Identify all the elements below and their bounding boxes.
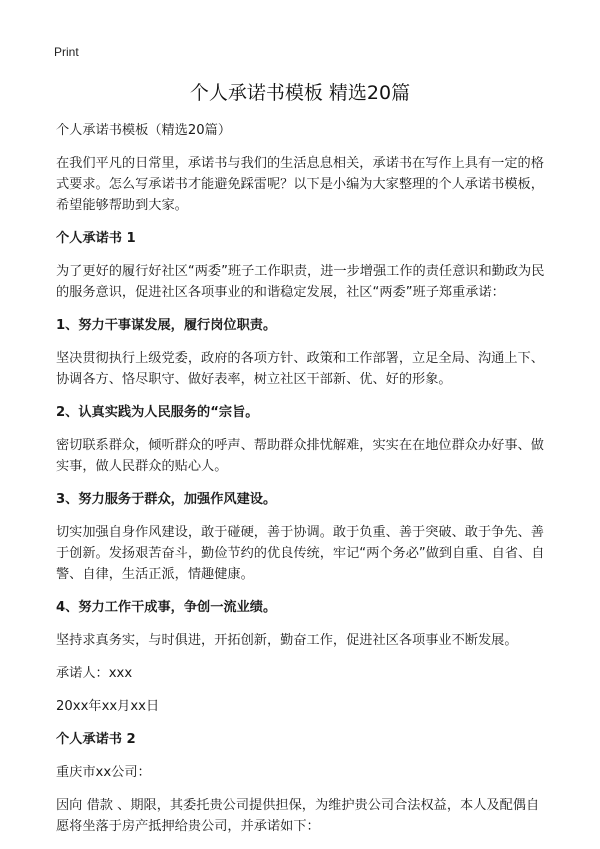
intro-paragraph: 在我们平凡的日常里，承诺书与我们的生活息息相关，承诺书在写作上具有一定的格式要求。怎么写承诺书才能避免踩雷呢？以下是小编为大家整理的个人承诺书模板，希望能够帮助到大家。 [56, 156, 544, 213]
point-heading: 4、努力工作干成事，争创一流业绩。 [56, 600, 277, 615]
section-heading: 个人承诺书 2 [56, 732, 136, 747]
recipient-line: 重庆市xx公司： [56, 765, 151, 780]
point-heading: 2、认真实践为人民服务的“宗旨。 [56, 405, 259, 420]
document-body [56, 120, 548, 849]
document-subtitle: 个人承诺书模板（精选20篇） [56, 123, 232, 138]
date-line: 20xx年xx月xx日 [56, 699, 160, 714]
point-heading: 3、努力服务于群众，加强作风建设。 [56, 492, 277, 507]
point-body: 坚持求真务实，与时俱进，开拓创新，勤奋工作，促进社区各项事业不断发展。 [56, 633, 518, 648]
page-title: 个人承诺书模板 精选20篇 [189, 82, 411, 104]
point-body: 坚决贯彻执行上级党委，政府的各项方针、政策和工作部署，立足全局、沟通上下、协调各方、恪尽职守、做好表率，树立社区干部新、优、好的形象。 [56, 351, 544, 387]
section-intro: 为了更好的履行好社区“两委”班子工作职责，进一步增强工作的责任意识和勤政为民的服务意识，促进社区各项事业的和谐稳定发展，社区“两委”班子郑重承诺： [56, 264, 545, 300]
point-body: 切实加强自身作风建设，敢于碰硬，善于协调。敢于负重、善于突破、敢于争先、善于创新。发扬艰苦奋斗，勤俭节约的优良传统，牢记“两个务必”做到自重、自省、自警、自律，生活正派，情趣健康。 [56, 525, 545, 582]
point-body: 密切联系群众，倾听群众的呼声、帮助群众排忧解难，实实在在地位群众办好事、做实事，做人民群众的贴心人。 [56, 438, 544, 474]
section-heading: 个人承诺书 1 [56, 231, 136, 246]
section-body: 因向 借款 、期限，其委托贵公司提供担保，为维护贵公司合法权益，本人及配偶自愿将坐落于房产抵押给贵公司，并承诺如下： [56, 798, 540, 834]
print-link[interactable]: Print [54, 45, 79, 59]
point-heading: 1、努力干事谋发展，履行岗位职责。 [56, 318, 277, 333]
signer-line: 承诺人：xxx [56, 666, 133, 681]
